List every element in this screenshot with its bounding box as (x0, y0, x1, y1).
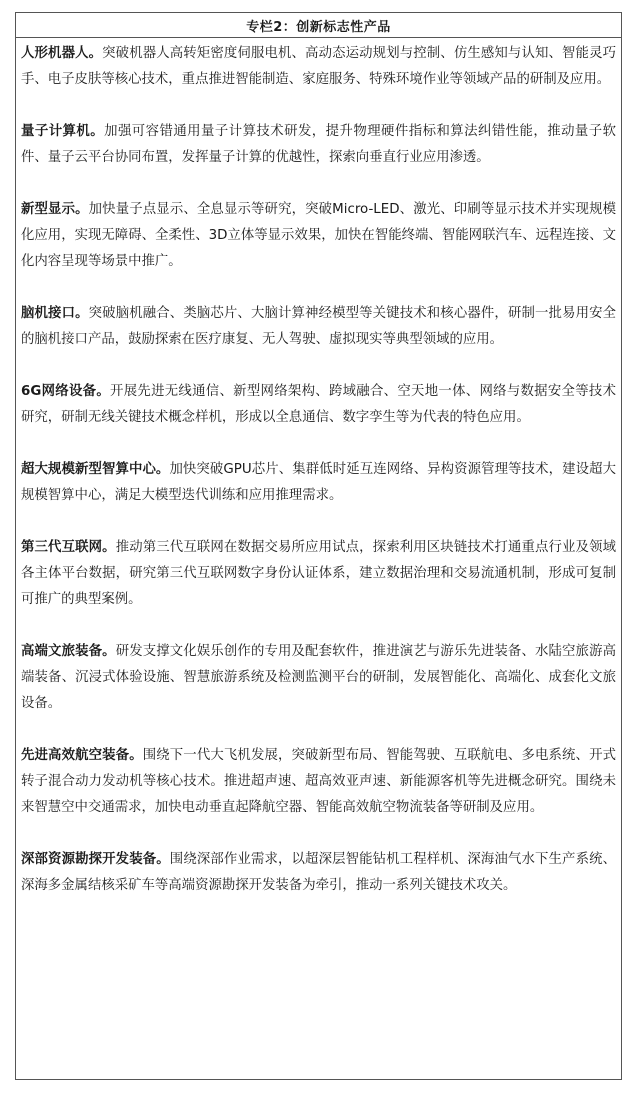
item-title: 深部资源勘探开发装备。 (21, 852, 170, 867)
panel-title: 专栏2：创新标志性产品 (16, 13, 621, 38)
list-item (21, 535, 616, 613)
item-body: 开展先进无线通信、新型网络架构、跨域融合、空天地一体、网络与数据安全等技术研究，研制无线关键技术概念样机，形成以全息通信、数字孪生等为代表的特色应用。 (21, 384, 616, 425)
item-title: 新型显示。 (21, 202, 89, 217)
panel-content (16, 38, 621, 899)
item-title: 高端文旅装备。 (21, 644, 116, 659)
list-item (21, 847, 616, 899)
list-item (21, 639, 616, 717)
list-item (21, 197, 616, 275)
item-body: 突破脑机融合、类脑芯片、大脑计算神经模型等关键技术和核心器件，研制一批易用安全的脑机接口产品，鼓励探索在医疗康复、无人驾驶、虚拟现实等典型领域的应用。 (21, 306, 617, 347)
item-body: 推动第三代互联网在数据交易所应用试点，探索利用区块链技术打通重点行业及领域各主体平台数据，研究第三代互联网数字身份认证体系，建立数据治理和交易流通机制，形成可复制可推广的典型案例。 (21, 540, 617, 607)
list-item (21, 301, 616, 353)
item-title: 第三代互联网。 (21, 540, 116, 555)
list-item (21, 119, 616, 171)
list-item (21, 41, 616, 93)
list-item (21, 379, 616, 431)
item-title: 人形机器人。 (21, 46, 103, 61)
item-body: 围绕深部作业需求，以超深层智能钻机工程样机、深海油气水下生产系统、深海多金属结核采矿车等高端资源勘探开发装备为牵引，推动一系列关键技术攻关。 (21, 852, 617, 893)
list-item (21, 743, 616, 821)
item-body: 加强可容错通用量子计算技术研发，提升物理硬件指标和算法纠错性能，推动量子软件、量子云平台协同布置，发挥量子计算的优越性，探索向垂直行业应用渗透。 (21, 124, 617, 165)
item-body: 研发支撑文化娱乐创作的专用及配套软件，推进演艺与游乐先进装备、水陆空旅游高端装备、沉浸式体验设施、智慧旅游系统及检测监测平台的研制，发展智能化、高端化、成套化文旅设备。 (21, 644, 617, 711)
item-title: 量子计算机。 (21, 124, 105, 139)
item-title: 6G网络设备。 (21, 384, 111, 399)
item-body: 加快突破GPU芯片、集群低时延互连网络、异构资源管理等技术，建设超大规模智算中心，满足大模型迭代训练和应用推理需求。 (21, 462, 616, 503)
feature-panel (15, 12, 622, 1080)
item-title: 先进高效航空装备。 (21, 748, 143, 763)
item-body: 加快量子点显示、全息显示等研究，突破Micro-LED、激光、印刷等显示技术并实现规模化应用，实现无障碍、全柔性、3D立体等显示效果，加快在智能终端、智能网联汽车、远程连接、文化内容呈现等场景中推广。 (21, 202, 617, 269)
item-title: 脑机接口。 (21, 306, 89, 321)
item-title: 超大规模新型智算中心。 (21, 462, 170, 477)
item-body: 突破机器人高转矩密度伺服电机、高动态运动规划与控制、仿生感知与认知、智能灵巧手、电子皮肤等核心技术，重点推进智能制造、家庭服务、特殊环境作业等领域产品的研制及应用。 (21, 46, 616, 87)
list-item (21, 457, 616, 509)
item-body: 围绕下一代大飞机发展，突破新型布局、智能驾驶、互联航电、多电系统、开式转子混合动力发动机等核心技术。推进超声速、超高效亚声速、新能源客机等先进概念研究。围绕未来智慧空中交通需求，加快电动垂直起降航空器、智能高效航空物流装备等研制及应用。 (21, 748, 616, 815)
